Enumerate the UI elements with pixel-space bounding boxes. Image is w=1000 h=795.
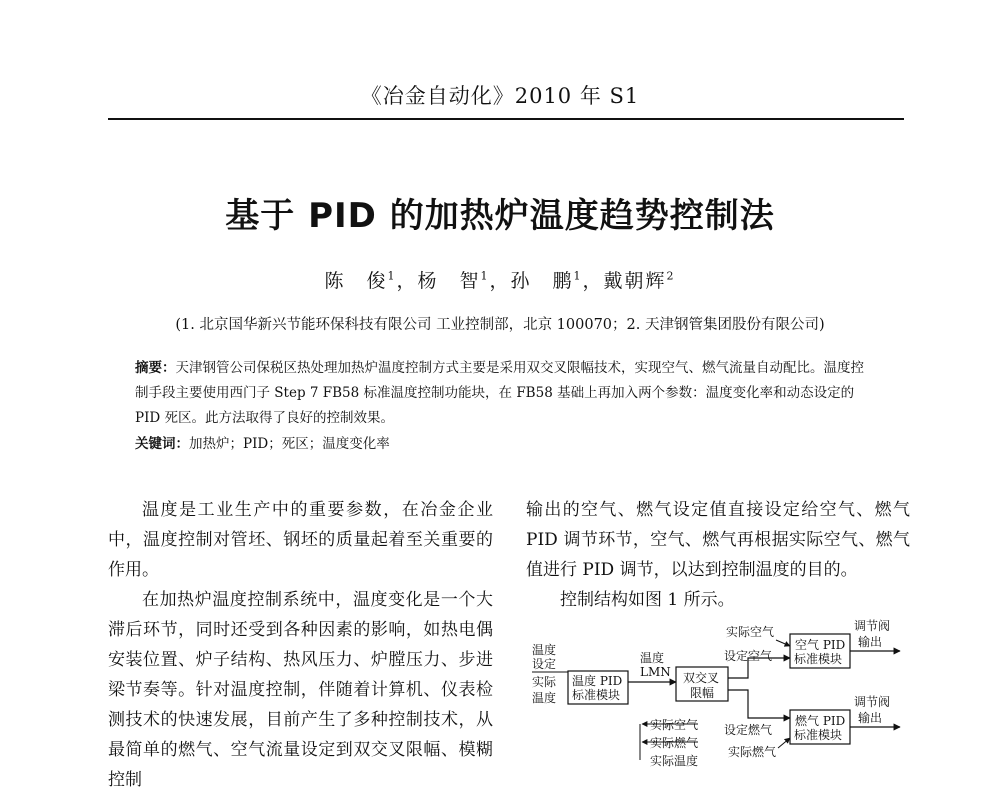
valve-output-label: 输出 bbox=[858, 711, 883, 725]
header-rule bbox=[108, 118, 904, 120]
author-name: 陈 俊 bbox=[324, 270, 388, 292]
actual-gas-label: 实际燃气 bbox=[728, 745, 777, 759]
dual-cross-label: 双交叉 bbox=[683, 671, 720, 685]
author-name: 孙 鹏 bbox=[510, 270, 574, 292]
keywords-text: 加热炉；PID；死区；温度变化率 bbox=[189, 436, 390, 452]
set-gas-arrow bbox=[728, 690, 790, 718]
keywords-label: 关键词： bbox=[135, 436, 189, 452]
gas-pid-label: 燃气 PID bbox=[795, 714, 846, 728]
author-line bbox=[0, 266, 1000, 293]
author-separator: ， bbox=[489, 270, 511, 292]
author-name: 杨 智 bbox=[417, 270, 481, 292]
abstract-text: 天津钢管公司保税区热处理加热炉温度控制方式主要是采用双交叉限幅技术，实现空气、燃气流量自动配比。温度控制手段主要使用西门子 Step 7 FB58 标准温度控制功能块，在 FB58 基础上再加入两个参数：温度变化率和动态设定的 PID 死区。此方法取得了良好的控制效果。 bbox=[135, 360, 864, 426]
set-air-label: 设定空气 bbox=[724, 649, 773, 663]
actual-air-arrow bbox=[776, 640, 790, 646]
temp-pid-label: 温度 PID bbox=[572, 674, 623, 688]
temp-setpoint-label: 设定 bbox=[532, 657, 557, 671]
feedback-actual-air-label: 实际空气 bbox=[650, 718, 699, 732]
body-column-right bbox=[526, 495, 910, 615]
author-affiliation-mark: 1 bbox=[480, 269, 490, 283]
gas-pid-label: 标准模块 bbox=[794, 728, 843, 742]
actual-air-label: 实际空气 bbox=[726, 625, 775, 639]
author-name: 戴朝辉 bbox=[603, 270, 667, 292]
journal-header: 《冶金自动化》2010 年 S1 bbox=[360, 84, 640, 108]
body-paragraph: 输出的空气、燃气设定值直接设定给空气、燃气 PID 调节环节，空气、燃气再根据实际空气、燃气值进行 PID 调节，以达到控制温度的目的。 bbox=[526, 500, 910, 580]
keywords bbox=[135, 432, 870, 452]
valve-output-label: 输出 bbox=[858, 635, 883, 649]
paper-title: 基于 PID 的加热炉温度趋势控制法 bbox=[225, 196, 775, 236]
abstract-label: 摘要： bbox=[135, 360, 176, 376]
air-pid-label: 空气 PID bbox=[795, 638, 846, 652]
author-affiliation-mark: 1 bbox=[573, 269, 583, 283]
actual-temp-label: 实际 bbox=[532, 675, 557, 689]
body-column-left bbox=[108, 495, 493, 795]
author-affiliation-mark: 1 bbox=[387, 269, 397, 283]
dual-cross-label: 限幅 bbox=[690, 686, 715, 700]
actual-gas-arrow bbox=[778, 738, 790, 748]
lmn-label: 温度 bbox=[640, 651, 665, 665]
air-pid-label: 标准模块 bbox=[794, 652, 843, 666]
temp-setpoint-label: 温度 bbox=[532, 643, 557, 657]
temp-pid-label: 标准模块 bbox=[572, 688, 621, 702]
affiliation-line: (1. 北京国华新兴节能环保科技有限公司 工业控制部，北京 100070；2. 天津钢管集团股份有限公司) bbox=[175, 317, 825, 333]
actual-temp-label: 温度 bbox=[532, 691, 557, 705]
author-separator: ， bbox=[582, 270, 604, 292]
set-gas-label: 设定燃气 bbox=[724, 723, 773, 737]
author-affiliation-mark: 2 bbox=[666, 269, 676, 283]
body-paragraph: 控制结构如图 1 所示。 bbox=[560, 590, 735, 610]
valve-output-label: 调节阀 bbox=[854, 695, 891, 709]
body-paragraph: 在加热炉温度控制系统中，温度变化是一个大滞后环节，同时还受到各种因素的影响，如热电偶安装位置、炉子结构、热风压力、炉膛压力、步进梁节奏等。针对温度控制，伴随着计算机、仪表检测技术的快速发展，目前产生了多种控制技术，从最简单的燃气、空气流量设定到双交叉限幅、模糊控制 bbox=[108, 590, 493, 790]
control-structure-diagram bbox=[528, 618, 908, 768]
author-separator: ， bbox=[396, 270, 418, 292]
abstract bbox=[135, 356, 870, 431]
valve-output-label: 调节阀 bbox=[854, 619, 891, 633]
lmn-label: LMN bbox=[640, 665, 671, 679]
feedback-actual-gas-label: 实际燃气 bbox=[650, 736, 699, 750]
body-paragraph: 温度是工业生产中的重要参数，在冶金企业中，温度控制对管坯、钢坯的质量起着至关重要的作用。 bbox=[108, 500, 493, 580]
feedback-partial-label: 实际温度 bbox=[650, 754, 699, 768]
